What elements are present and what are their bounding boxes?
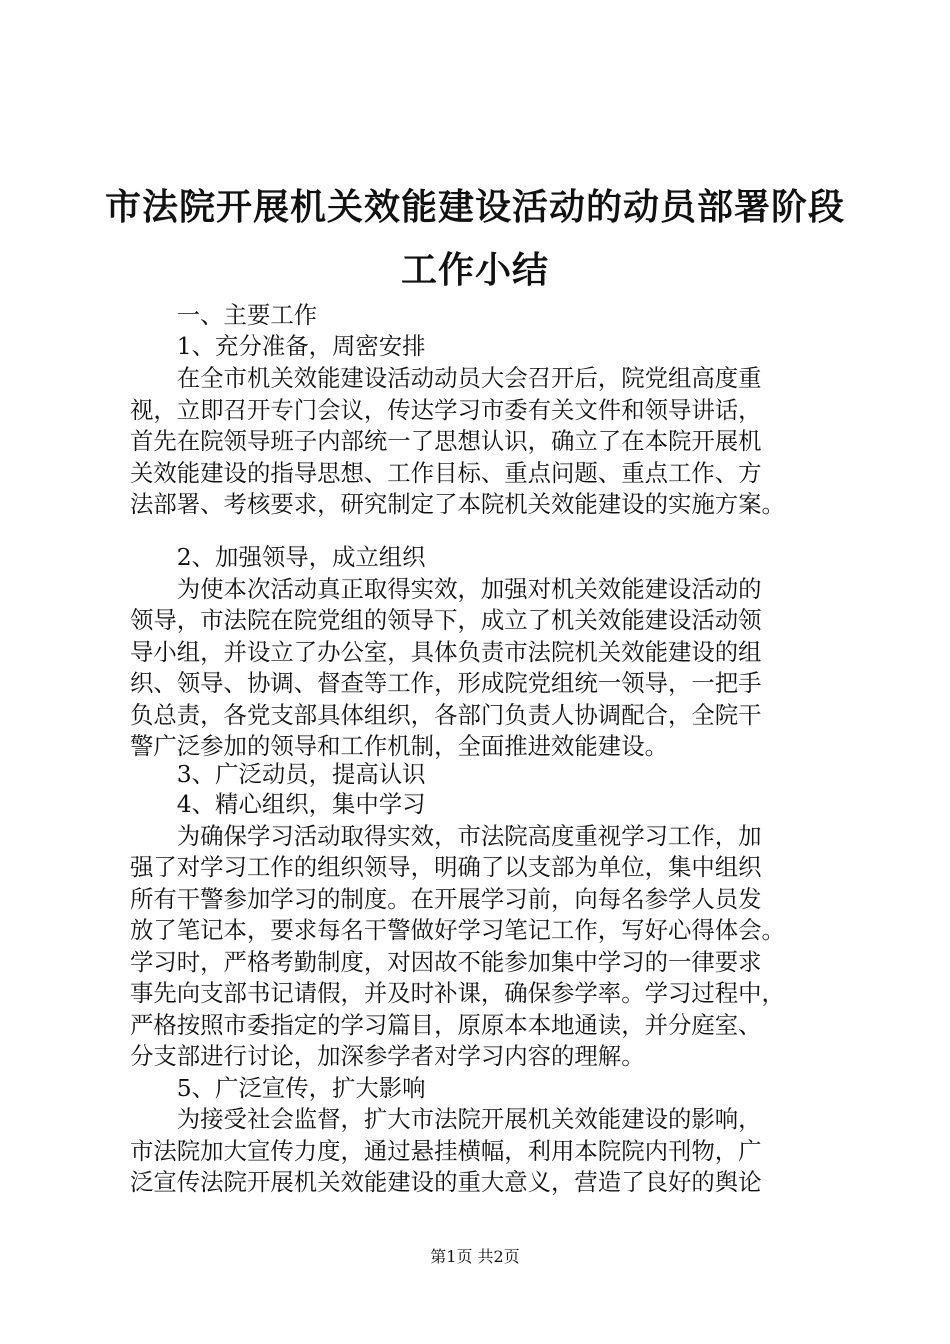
body-line: 学习时，严格考勤制度，对因故不能参加集中学习的一律要求 xyxy=(130,948,762,976)
body-line: 5、广泛宣传，扩大影响 xyxy=(130,1074,426,1102)
body-line: 严格按照市委指定的学习篇目，原原本本地通读，并分庭室、 xyxy=(130,1011,762,1039)
body-line: 2、加强领导，成立组织 xyxy=(130,543,426,571)
body-line: 1、充分准备，周密安排 xyxy=(130,332,426,360)
body-line: 强了对学习工作的组织领导，明确了以支部为单位，集中组织 xyxy=(130,853,762,881)
body-line: 关效能建设的指导思想、工作目标、重点问题、重点工作、方 xyxy=(130,459,762,487)
body-line: 4、精心组织，集中学习 xyxy=(130,790,426,818)
page-footer: 第1页 共2页 xyxy=(430,1247,520,1266)
body-line: 所有干警参加学习的制度。在开展学习前，向每名参学人员发 xyxy=(130,885,762,913)
body-line: 泛宣传法院开展机关效能建设的重大意义，营造了良好的舆论 xyxy=(130,1168,762,1196)
body-line: 分支部进行讨论，加深参学者对学习内容的理解。 xyxy=(130,1042,645,1070)
body-line: 在全市机关效能建设活动动员大会召开后，院党组高度重 xyxy=(130,364,762,392)
body-line: 为确保学习活动取得实效，市法院高度重视学习工作，加 xyxy=(130,822,762,850)
body-line: 负总责，各党支部具体组织，各部门负责人协调配合，全院干 xyxy=(130,701,762,729)
body-line: 为使本次活动真正取得实效，加强对机关效能建设活动的 xyxy=(130,575,762,603)
body-line: 事先向支部书记请假，并及时补课，确保参学率。学习过程中， xyxy=(130,979,785,1007)
body-line: 导小组，并设立了办公室，具体负责市法院机关效能建设的组 xyxy=(130,638,762,666)
body-line: 首先在院领导班子内部统一了思想认识，确立了在本院开展机 xyxy=(130,427,762,455)
body-line: 市法院加大宣传力度，通过悬挂横幅，利用本院院内刊物，广 xyxy=(130,1137,762,1165)
body-line: 织、领导、协调、督查等工作，形成院党组统一领导，一把手 xyxy=(130,669,762,697)
document-title-line-1: 市法院开展机关效能建设活动的动员部署阶段 xyxy=(104,187,845,228)
body-line: 放了笔记本，要求每名干警做好学习笔记工作，写好心得体会。 xyxy=(130,916,785,944)
body-line: 一、主要工作 xyxy=(130,301,318,329)
document-title-line-2: 工作小结 xyxy=(400,250,549,291)
body-line: 法部署、考核要求，研究制定了本院机关效能建设的实施方案。 xyxy=(130,490,785,518)
body-line: 3、广泛动员，提高认识 xyxy=(130,760,426,788)
body-line: 领导，市法院在院党组的领导下，成立了机关效能建设活动领 xyxy=(130,606,762,634)
body-line: 为接受社会监督，扩大市法院开展机关效能建设的影响， xyxy=(130,1105,762,1133)
body-line: 警广泛参加的领导和工作机制，全面推进效能建设。 xyxy=(130,732,668,760)
body-line: 视，立即召开专门会议，传达学习市委有关文件和领导讲话， xyxy=(130,396,762,424)
